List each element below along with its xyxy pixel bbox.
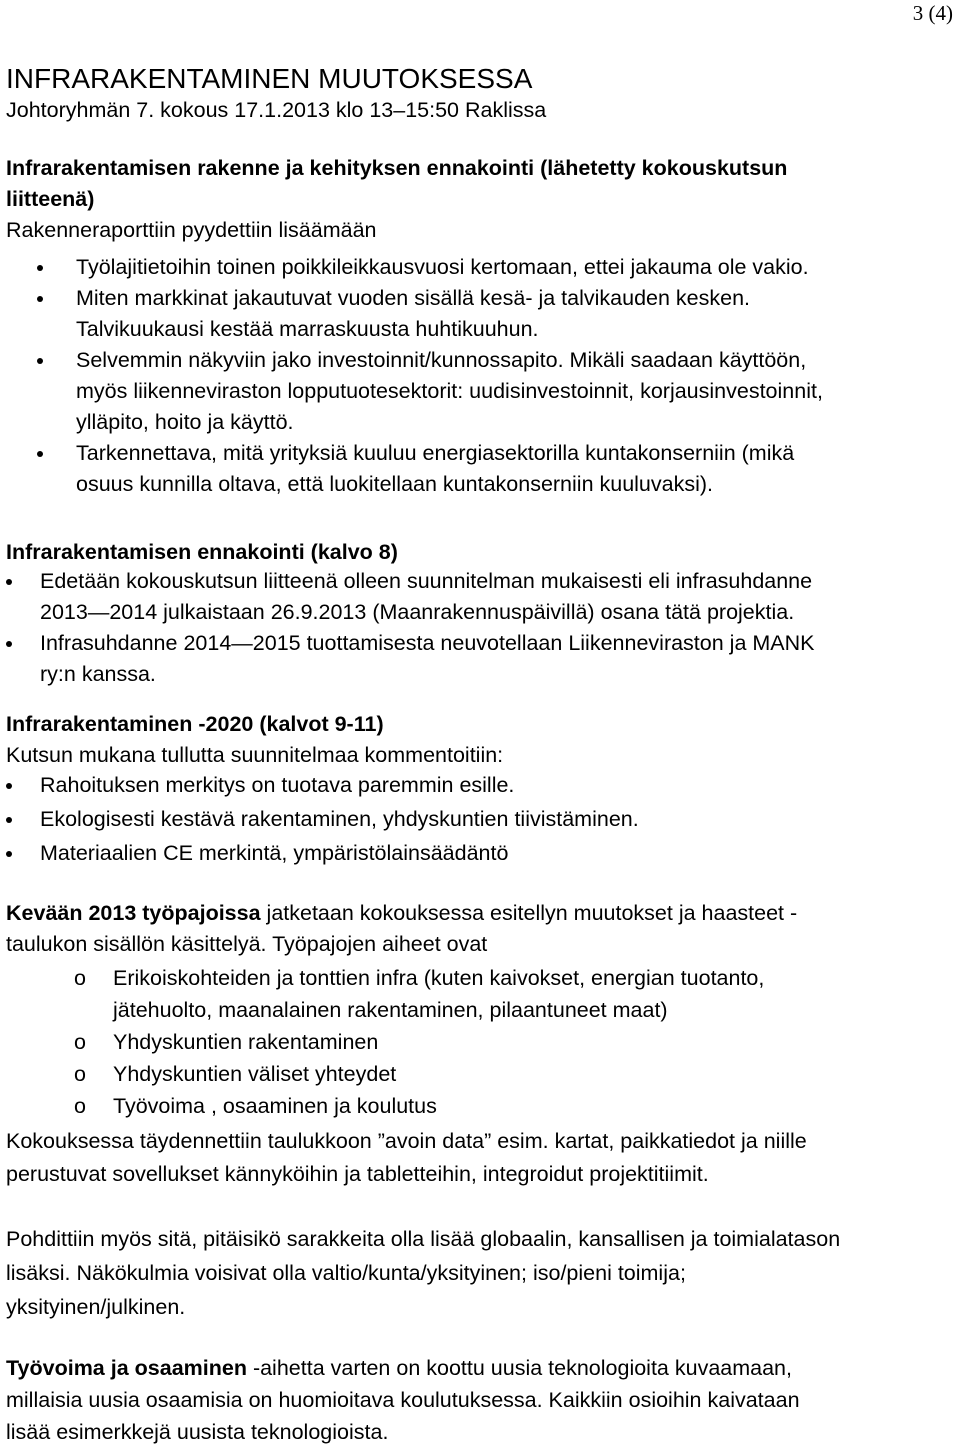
paragraph-line: Pohdittiin myös sitä, pitäisikö sarakkeita olla lisää globaalin, kansallisen ja toimialatason bbox=[6, 1227, 841, 1251]
section-heading-structure bbox=[6, 153, 950, 215]
bullet-list-forecast bbox=[0, 566, 950, 690]
section-heading-2020: Infrarakentaminen -2020 (kalvot 9-11) bbox=[6, 712, 384, 736]
paragraph-line bbox=[6, 1352, 950, 1384]
meeting-info: Johtoryhmän 7. kokous 17.1.2013 klo 13–15:50 Raklissa bbox=[6, 98, 547, 122]
document-title: INFRARAKENTAMINEN MUUTOKSESSA bbox=[6, 63, 533, 94]
item-line: 2013—2014 julkaistaan 26.9.2013 (Maanrakennuspäivillä) osana tätä projektia. bbox=[40, 600, 795, 624]
item-line: Edetään kokouskutsun liitteenä olleen suunnitelman mukaisesti eli infrasuhdanne bbox=[40, 569, 813, 593]
paragraph-line: Kokouksessa täydennettiin taulukkoon ”avoin data” esim. kartat, paikkatiedot ja niille bbox=[6, 1129, 807, 1153]
circle-bullet-icon: o bbox=[74, 1094, 86, 1118]
bullet-icon bbox=[6, 579, 12, 585]
bullet-icon bbox=[37, 358, 43, 364]
page-number: 3 (4) bbox=[912, 1, 953, 25]
bullet-icon bbox=[6, 641, 12, 647]
item-line: Tarkennettava, mitä yrityksiä kuuluu energiasektorilla kuntakonserniin (mikä bbox=[76, 441, 795, 465]
bullet-icon bbox=[37, 296, 43, 302]
list-item bbox=[0, 566, 950, 628]
section-structure bbox=[6, 153, 950, 246]
paragraph-workforce bbox=[6, 1352, 950, 1448]
list-item bbox=[0, 838, 950, 869]
section-workshops bbox=[6, 898, 950, 960]
circle-bullet-icon: o bbox=[74, 1030, 86, 1054]
workshop-topics-list bbox=[0, 962, 950, 1122]
item-line: myös liikenneviraston lopputuotesektorit: uudisinvestoinnit, korjausinvestoinnit, bbox=[76, 379, 823, 403]
section-intro: Kutsun mukana tullutta suunnitelmaa kommentoitiin: bbox=[6, 743, 504, 767]
paragraph-line: yksityinen/julkinen. bbox=[6, 1295, 186, 1319]
heading-line: Infrarakentamisen rakenne ja kehityksen ennakointi (lähetetty kokouskutsun bbox=[6, 156, 788, 180]
bullet-list-2020 bbox=[0, 770, 950, 869]
bullet-icon bbox=[37, 265, 43, 271]
item-line: Selvemmin näkyviin jako investoinnit/kunnossapito. Mikäli saadaan käyttöön, bbox=[76, 348, 807, 372]
item-line: Ekologisesti kestävä rakentaminen, yhdyskuntien tiivistäminen. bbox=[40, 807, 639, 831]
bullet-icon bbox=[37, 451, 43, 457]
list-item bbox=[0, 1026, 950, 1058]
section-2020 bbox=[6, 709, 950, 771]
list-item bbox=[0, 770, 950, 801]
paragraph-line: lisää esimerkkejä uusista teknologioista. bbox=[6, 1420, 389, 1444]
item-line: osuus kunnilla oltava, että luokitellaan kuntakonserniin kuuluvaksi). bbox=[76, 472, 714, 496]
workshops-lead: Kevään 2013 työpajoissa bbox=[6, 901, 261, 925]
bullet-icon bbox=[6, 783, 12, 789]
item-line: Yhdyskuntien väliset yhteydet bbox=[113, 1062, 397, 1086]
list-item bbox=[0, 804, 950, 835]
paragraph-line: perustuvat sovellukset kännyköihin ja tabletteihin, integroidut projektitiimit. bbox=[6, 1162, 709, 1186]
heading-line: liitteenä) bbox=[6, 187, 95, 211]
item-line: ry:n kanssa. bbox=[40, 662, 156, 686]
circle-bullet-icon: o bbox=[74, 1062, 86, 1086]
list-item bbox=[0, 962, 950, 1026]
item-line: Materiaalien CE merkintä, ympäristölainsäädäntö bbox=[40, 841, 509, 865]
list-item bbox=[0, 628, 950, 690]
paragraph-line bbox=[6, 898, 950, 929]
item-line: Työvoima , osaaminen ja koulutus bbox=[113, 1094, 437, 1118]
item-line: Erikoiskohteiden ja tonttien infra (kuten kaivokset, energian tuotanto, bbox=[113, 966, 765, 990]
item-line: Miten markkinat jakautuvat vuoden sisällä kesä- ja talvikauden kesken. bbox=[76, 286, 751, 310]
item-line: Yhdyskuntien rakentaminen bbox=[113, 1030, 379, 1054]
workforce-lead-rest: -aihetta varten on koottu uusia teknologioita kuvaamaan, bbox=[246, 1356, 792, 1380]
list-item bbox=[0, 1058, 950, 1090]
workforce-lead: Työvoima ja osaaminen bbox=[6, 1356, 247, 1380]
paragraph-open-data bbox=[6, 1125, 950, 1191]
bullet-icon bbox=[6, 851, 12, 857]
workshops-lead-rest: jatketaan kokouksessa esitellyn muutokset ja haasteet - bbox=[260, 901, 798, 925]
item-line: Talvikuukausi kestää marraskuusta huhtikuuhun. bbox=[76, 317, 539, 341]
list-item bbox=[0, 283, 950, 345]
list-item bbox=[0, 345, 950, 438]
paragraph-line: lisäksi. Näkökulmia voisivat olla valtio/kunta/yksityinen; iso/pieni toimija; bbox=[6, 1261, 686, 1285]
list-item bbox=[0, 1090, 950, 1122]
item-line: Rahoituksen merkitys on tuotava paremmin esille. bbox=[40, 773, 515, 797]
bullet-icon bbox=[6, 817, 12, 823]
circle-bullet-icon: o bbox=[74, 966, 86, 990]
item-line: Infrasuhdanne 2014—2015 tuottamisesta neuvotellaan Liikenneviraston ja MANK bbox=[40, 631, 815, 655]
paragraph-line: taulukon sisällön käsittelyä. Työpajojen aiheet ovat bbox=[6, 932, 488, 956]
item-line: Työlajitietoihin toinen poikkileikkausvuosi kertomaan, ettei jakauma ole vakio. bbox=[76, 255, 809, 279]
item-line: ylläpito, hoito ja käyttö. bbox=[76, 410, 294, 434]
list-item bbox=[0, 252, 950, 283]
section-heading-forecast: Infrarakentamisen ennakointi (kalvo 8) bbox=[6, 540, 398, 564]
paragraph-line: millaisia uusia osaamisia on huomioitava koulutuksessa. Kaikkiin osioihin kaivataan bbox=[6, 1388, 800, 1412]
item-line: jätehuolto, maanalainen rakentaminen, pilaantuneet maat) bbox=[113, 998, 668, 1022]
section-intro: Rakenneraporttiin pyydettiin lisäämään bbox=[6, 218, 377, 242]
paragraph-columns bbox=[6, 1222, 950, 1324]
bullet-list-structure bbox=[0, 252, 950, 500]
list-item bbox=[0, 438, 950, 500]
